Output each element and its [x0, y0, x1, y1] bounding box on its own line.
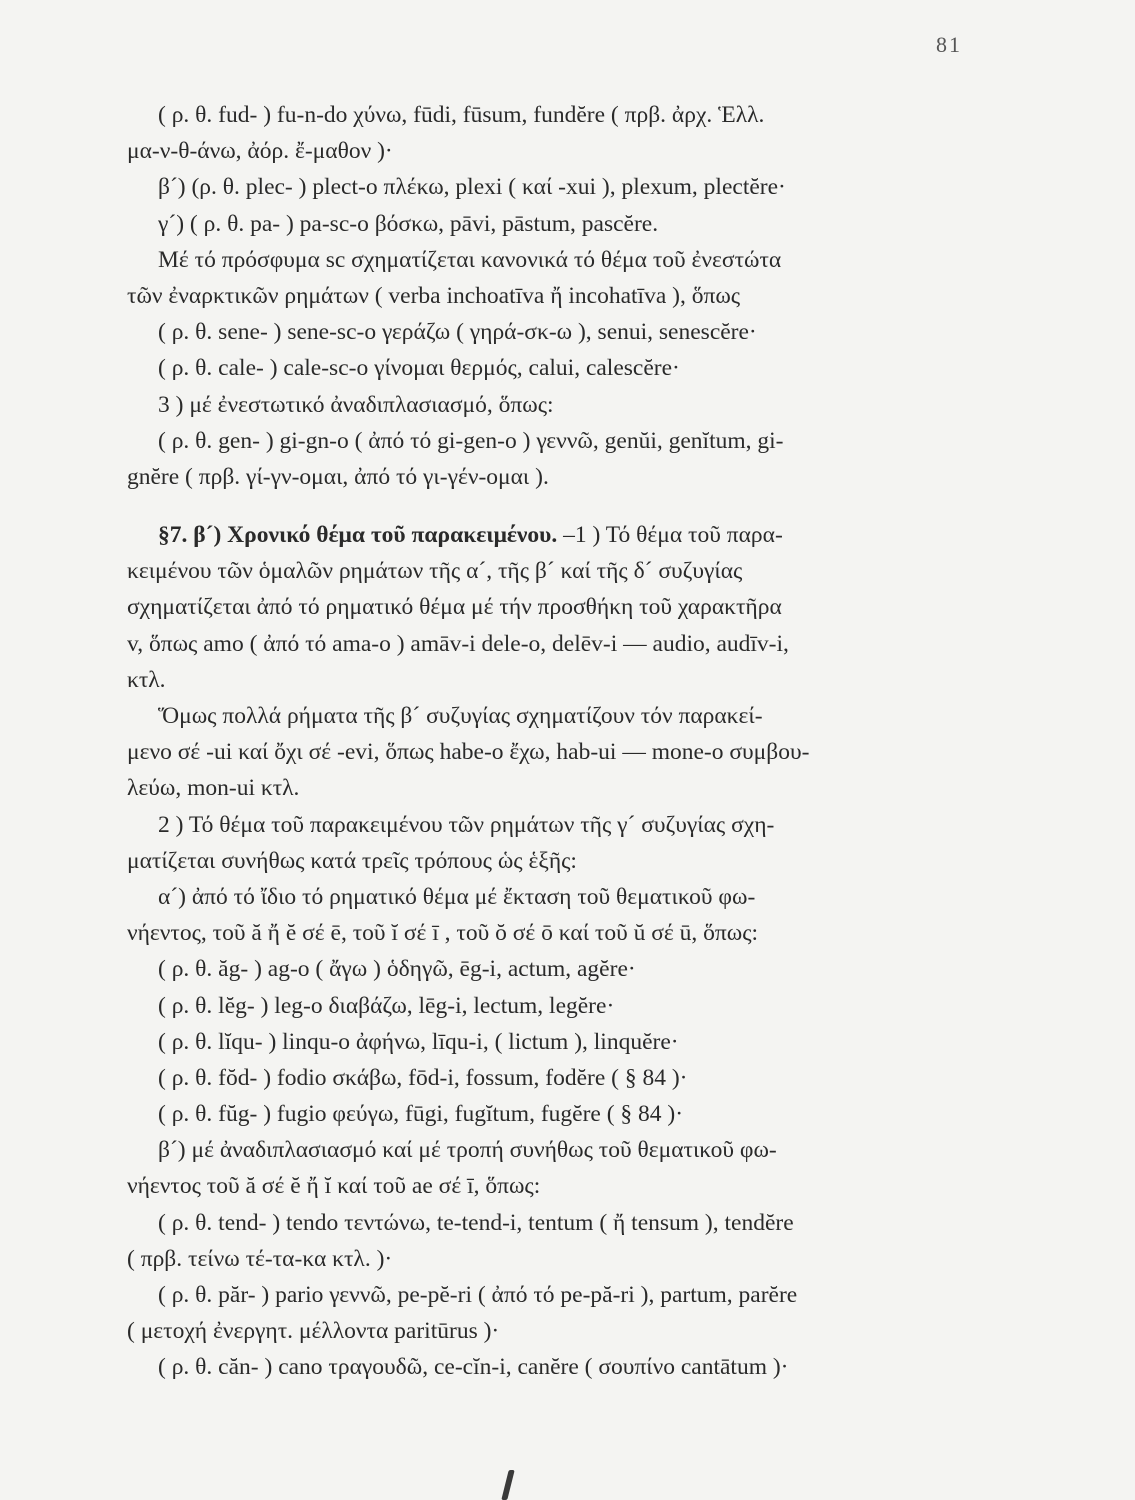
text-line: ( ρ. θ. fud- ) fu-n-do χύνω, fūdi, fūsum, fundĕre ( πρβ. ἀρχ. Ἑλλ. — [158, 102, 765, 128]
section-heading-continuation: –1 ) Τό θέμα τοῦ παρα- — [557, 522, 783, 549]
text-line: Μέ τό πρόσφυμα sc σχηματίζεται κανονικά τό θέμα τοῦ ἐνεστώτα — [158, 246, 782, 273]
text-line: μα-ν-θ-άνω, ἀόρ. ἔ-μαθον )· — [127, 138, 393, 165]
text-line: ( ρ. θ. tend- ) tendo τεντώνω, te-tend-i, tentum ( ἤ tensum ), tendĕre — [158, 1209, 794, 1236]
text-line: 2 ) Τό θέμα τοῦ παρακειμένου τῶν ρημάτων τῆς γ´ συζυγίας σχη- — [158, 811, 775, 838]
text-line: β´) (ρ. θ. plec- ) plect-o πλέκω, plexi ( καί -xui ), plexum, plectĕre· — [158, 174, 786, 201]
text-line: ( ρ. θ. lĕg- ) leg-o διαβάζω, lēg-i, lectum, legĕre· — [158, 992, 615, 1019]
section-heading-line — [127, 517, 985, 553]
text-line: 3 ) μέ ἐνεστωτικό ἀναδιπλασιασμό, ὅπως: — [158, 391, 554, 418]
text-line: ( ρ. θ. cale- ) cale-sc-o γίνομαι θερμός, calui, calescĕre· — [158, 355, 680, 382]
text-line: ( ρ. θ. fŭg- ) fugio φεύγω, fūgi, fugĭtum, fugĕre ( § 84 )· — [158, 1101, 684, 1128]
text-line: ματίζεται συνήθως κατά τρεῖς τρόπους ὡς ἑξῆς: — [127, 847, 577, 874]
text-line: β´) μέ ἀναδιπλασιασμό καί μέ τροπή συνήθως τοῦ θεματικοῦ φω- — [158, 1137, 777, 1164]
ink-mark — [501, 1470, 514, 1500]
text-line: ( ρ. θ. gen- ) gi-gn-o ( ἀπό τό gi-gen-o ) γεννῶ, genŭi, genĭtum, gi- — [158, 427, 784, 454]
body-text — [127, 97, 985, 1386]
text-line: ( ρ. θ. sene- ) sene-sc-o γεράζω ( γηρά-σκ-ω ), senui, senescĕre· — [158, 319, 757, 346]
text-line: ( ρ. θ. păr- ) pario γεννῶ, pe-pĕ-ri ( ἀπό τό pe-pă-ri ), partum, parĕre — [158, 1282, 798, 1308]
text-line: λεύω, mon-ui κτλ. — [127, 775, 300, 802]
text-line: Ὅμως πολλά ρήματα τῆς β´ συζυγίας σχηματίζουν τόν παρακεί- — [158, 703, 763, 729]
text-line: νήεντος τοῦ ă σέ ĕ ἤ ĭ καί τοῦ ae σέ ī, ὅπως: — [127, 1173, 541, 1200]
text-line: μενο σέ -ui καί ὄχι σέ -evi, ὅπως habe-o ἔχω, hab-ui — mone-o συμβου- — [127, 739, 810, 766]
text-line: σχηματίζεται ἀπό τό ρηματικό θέμα μέ τήν προσθήκη τοῦ χαρακτῆρα — [127, 594, 782, 621]
text-line: v, ὅπως amo ( ἀπό τό ama-o ) amāv-i dele-o, delēv-i — audio, audīv-i, — [127, 630, 789, 657]
text-line: ( ρ. θ. lĭqu- ) linqu-o ἀφήνω, līqu-i, ( lictum ), linquĕre· — [158, 1028, 679, 1055]
text-line: ( ρ. θ. căn- ) cano τραγουδῶ, ce-cĭn-i, canĕre ( σουπίνο cantātum )· — [158, 1354, 789, 1381]
text-line: ( πρβ. τείνω τέ-τα-κα κτλ. )· — [127, 1245, 393, 1272]
section-heading: §7. β´) Χρονικό θέμα τοῦ παρακειμένου. — [158, 522, 558, 549]
text-line: ( ρ. θ. ăg- ) ag-o ( ἄγω ) ὁδηγῶ, ēg-i, actum, agĕre· — [158, 956, 636, 983]
text-line: τῶν ἐναρκτικῶν ρημάτων ( verba inchoatīva ἤ incohatīva ), ὅπως — [127, 282, 741, 309]
text-line: κτλ. — [127, 666, 166, 693]
text-line: ( ρ. θ. fŏd- ) fodio σκάβω, fōd-i, fossum, fodĕre ( § 84 )· — [158, 1064, 688, 1091]
page-number: 81 — [936, 32, 962, 57]
text-line: α´) ἀπό τό ἴδιο τό ρηματικό θέμα μέ ἔκταση τοῦ θεματικοῦ φω- — [158, 883, 756, 910]
text-line: ( μετοχή ἐνεργητ. μέλλοντα paritūrus )· — [127, 1318, 500, 1345]
paragraph-gap — [127, 495, 985, 517]
text-line: κειμένου τῶν ὁμαλῶν ρημάτων τῆς α´, τῆς β´ καί τῆς δ´ συζυγίας — [127, 558, 743, 585]
text-line: gnĕre ( πρβ. γί-γν-ομαι, ἀπό τό γι-γέν-ομαι ). — [127, 463, 549, 490]
text-line: γ´) ( ρ. θ. pa- ) pa-sc-o βόσκω, pāvi, pāstum, pascĕre. — [158, 210, 659, 237]
text-line: νήεντος, τοῦ ă ἤ ĕ σέ ē, τοῦ ĭ σέ ī , τοῦ ŏ σέ ō καί τοῦ ŭ σέ ū, ὅπως: — [127, 920, 759, 947]
